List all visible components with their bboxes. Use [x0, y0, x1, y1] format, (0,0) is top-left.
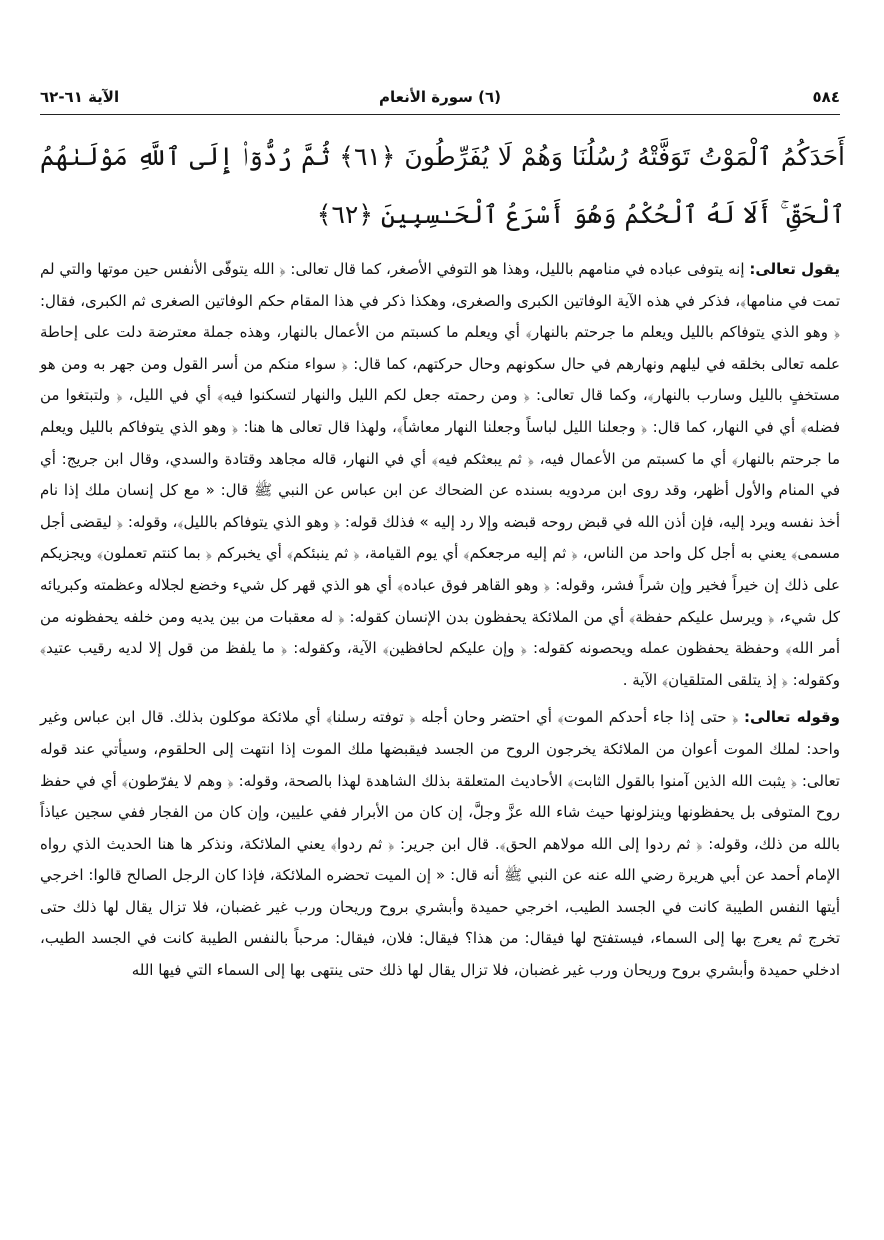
paragraph-text: إنه يتوفى عباده في منامهم بالليل، وهذا هو التوفي الأصغر، كما قال تعالى: ﴿ الله يتوفّى الأنفس حين موتها والتي لم تمت في منامها﴾، فذكر في هذه الآية الوفاتين الكبرى والصغرى، وهكذا ذكر في هذا المقام حكم الوفاتين الصغرى ثم الكبرى، فقال: ﴿ وهو الذي يتوفاكم بالليل ويعلم ما جرحتم بالنهار﴾ أي ويعلم ما كسبتم من الأعمال بالنهار، وهذه جملة معترضة دلت على إحاطة علمه تعالى بخلقه في ليلهم ونهارهم في حال سكونهم وحال حركتهم، كما قال: ﴿ سواء منكم من أسر القول ومن جهر به ومن هو مستخفٍ بالليل وسارب بالنهار﴾، وكما قال تعالى: ﴿ ومن رحمته جعل لكم الليل والنهار لتسكنوا فيه﴾ أي في الليل، ﴿ ولتبتغوا من فضله﴾ أي في النهار، كما قال: ﴿ وجعلنا الليل لباساً وجعلنا النهار معاشاً﴾، ولهذا قال تعالى ها هنا: ﴿ وهو الذي يتوفاكم بالليل ويعلم ما جرحتم بالنهار﴾ أي ما كسبتم من الأعمال فيه، ﴿ ثم يبعثكم فيه﴾ أي في النهار، قاله مجاهد وقتادة والسدي، وقال ابن جريج: أي في المنام والأول أظهر، وقد روى ابن مردويه بسنده عن الضحاك عن ابن عباس عن النبي ﷺ قال: « مع كل إنسان ملك إذا نام أخذ نفسه ويرد إليه، فإن أذن الله في قبض روحه قبضه وإلا رد إليه » فذلك قوله: ﴿ وهو الذي يتوفاكم بالليل﴾، وقوله: ﴿ ليقضى أجل مسمى﴾ يعني به أجل كل واحد من الناس، ﴿ ثم إليه مرجعكم﴾ أي يوم القيامة، ﴿ ثم ينبئكم﴾ أي يخبركم ﴿ بما كنتم تعملون﴾ ويجزيكم على ذلك إن خيراً فخير وإن شراً فشر، وقوله: ﴿ وهو القاهر فوق عباده﴾ أي هو الذي قهر كل شيء وخضع لجلاله وعظمته وكبريائه كل شيء، ﴿ ويرسل عليكم حفظة﴾ أي من الملائكة يحفظون بدن الإنسان كقوله: ﴿ له معقبات من بين يديه ومن خلفه يحفظونه من أمر الله﴾ وحفظة يحفظون عمله ويحصونه كقوله: ﴿ وإن عليكم لحافظين﴾ الآية، وكقوله: ﴿ ما يلفظ من قول إلا لديه رقيب عتيد﴾ وكقوله: ﴿ إذ يتلقى المتلقيان﴾ الآية .: [40, 260, 840, 689]
paragraph-label: وقوله تعالى:: [744, 708, 840, 727]
surah-title: (٦) سورة الأنعام: [379, 88, 501, 106]
quran-verses: أَحَدَكُمُ ٱلْمَوْتُ تَوَفَّتْهُ رُسُلُنَا وَهُمْ لَا يُفَرِّطُونَ ﴿٦١﴾ ثُمَّ رُدُّوٓا۟ إِلَى ٱللَّهِ مَوْلَىٰهُمُ ٱلْحَقِّ ۚ أَلَا لَهُ ٱلْحُكْمُ وَهُوَ أَسْرَعُ ٱلْحَـٰسِبِينَ ﴿٦٢﴾: [40, 142, 845, 229]
tafsir-body: [40, 254, 840, 987]
header-divider: [40, 114, 840, 115]
ayah-range: الآية ٦١-٦٢: [40, 88, 120, 106]
paragraph-label: يقول تعالى:: [749, 260, 840, 278]
paragraph-text: ﴿ حتى إذا جاء أحدكم الموت﴾ أي احتضر وحان أجله ﴿ توفته رسلنا﴾ أي ملائكة موكلون بذلك. قال ابن عباس وغير واحد: لملك الموت أعوان من الملائكة يخرجون الروح من الجسد فيقبضها ملك الموت إذا انتهت إلى الحلقوم، وسيأتي عند قوله تعالى: ﴿ يثبت الله الذين آمنوا بالقول الثابت﴾ الأحاديث المتعلقة بذلك الشاهدة لهذا بالصحة، وقوله: ﴿ وهم لا يفرّطون﴾ أي في حفظ روح المتوفى بل يحفظونها وينزلونها حيث شاء الله عزَّ وجلَّ، إن كان من الأبرار ففي عليين، وإن كان من الفجار ففي سجين عياذاً بالله من ذلك، وقوله: ﴿ ثم ردوا إلى الله مولاهم الحق﴾. قال ابن جرير: ﴿ ثم ردوا﴾ يعني الملائكة، ونذكر ها هنا الحديث الذي رواه الإمام أحمد عن أبي هريرة رضي الله عنه عن النبي ﷺ أنه قال: « إن الميت تحضره الملائكة، فإذا كان الرجل الصالح قالوا: اخرجي أيتها النفس الطيبة كانت في الجسد الطيب، اخرجي حميدة وأبشري بروح وريحان ورب غير غضبان، فلا تزال يقال لها ذلك حتى تخرج ثم يعرج بها إلى السماء، فيستفتح لها فيقال: من هذا؟ فيقال: فلان، فيقال: مرحباً بالنفس الطيبة كانت في الجسد الطيب، ادخلي حميدة وأبشري بروح وريحان ورب غير غضبان، فلا تزال يقال لها ذلك حتى ينتهى بها إلى السماء التي فيها الله: [40, 708, 840, 980]
page-number: ٥٨٤: [812, 88, 840, 106]
tafsir-paragraph: [40, 254, 840, 696]
tafsir-paragraph: [40, 702, 840, 986]
page-header: [40, 88, 840, 112]
